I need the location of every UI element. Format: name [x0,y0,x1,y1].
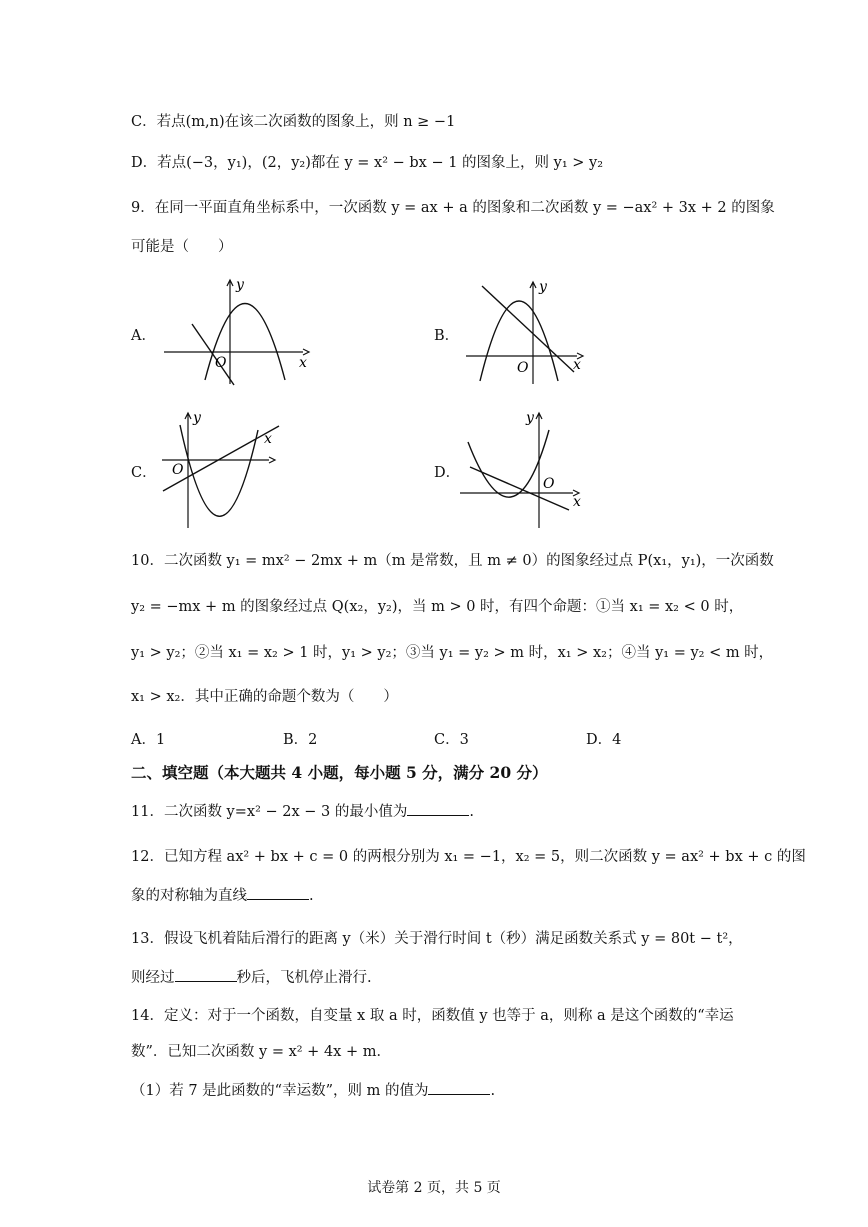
axis-x-label: x [573,357,581,373]
q13-text: 则经过 [131,970,175,986]
q13-answer-blank [175,967,237,982]
straight-line [192,324,234,385]
q9-graph-d [456,410,591,530]
q9-label-d: D． [434,465,461,481]
q9-graph-c [158,410,288,530]
origin-label: O [543,476,555,492]
q14-part1-end: . [490,1083,496,1099]
q9-graph-b [462,276,592,386]
q9-label-b: B． [434,328,460,344]
q12-stem-line1: 12．已知方程 ax² + bx + c = 0 的两根分别为 x₁ = −1，x₂ = 5，则二次函数 y = ax² + bx + c 的图 [131,849,806,865]
q10-stem-line2: y₂ = −mx + m 的图象经过点 Q(x₂，y₂)，当 m > 0 时，有四个命题：①当 x₁ = x₂ < 0 时， [131,599,744,615]
origin-label: O [215,355,227,371]
q11-text: 11．二次函数 y=x² − 2x − 3 的最小值为 [131,804,408,820]
axis-x-label: x [264,431,272,447]
q10-choice-b: B．2 [283,732,318,748]
straight-line [163,426,279,491]
axis-x-label: x [299,355,307,371]
q9-label-a: A． [131,328,156,344]
q9-graph-a [160,272,320,387]
q10-stem-line3: y₁ > y₂；②当 x₁ = x₂ > 1 时，y₁ > y₂；③当 y₁ = y₂ > m 时，x₁ > x₂；④当 y₁ = y₂ < m 时， [131,645,774,661]
q9-stem-line1: 9．在同一平面直角坐标系中，一次函数 y = ax + a 的图象和二次函数 y = −ax² + 3x + 2 的图象 [131,200,775,216]
q11-answer-blank [407,801,469,816]
q10-stem-line1: 10．二次函数 y₁ = mx² − 2mx + m（m 是常数，且 m ≠ 0）的图象经过点 P(x₁，y₁)，一次函数 [131,553,774,569]
parabola [468,430,549,497]
q9-label-c: C． [131,465,157,481]
q11 [131,801,474,823]
q13-line2 [131,967,372,989]
q12-line2 [131,885,314,907]
q14-part1-text: （1）若 7 是此函数的“幸运数”，则 m 的值为 [131,1083,429,1099]
q11-end: . [469,804,474,820]
q12-end: . [309,888,314,904]
q14-part1 [131,1080,495,1102]
q9-stem-line2: 可能是（ ） [131,239,233,255]
q10-choice-a: A．1 [131,732,166,748]
q13-end: 秒后，飞机停止滑行. [236,970,372,986]
q13-stem-line1: 13．假设飞机着陆后滑行的距离 y（米）关于滑行时间 t（秒）满足函数关系式 y = 80t − t²， [131,931,743,947]
axis-y-label: y [193,410,201,426]
origin-label: O [172,462,184,478]
q14-stem-line1: 14．定义：对于一个函数，自变量 x 取 a 时，函数值 y 也等于 a，则称 a 是这个函数的“幸运 [131,1008,734,1024]
axis-y-label: y [539,279,547,295]
section-heading-fill-in: 二、填空题（本大题共 4 小题，每小题 5 分，满分 20 分） [131,763,548,782]
q10-choice-d: D．4 [586,732,622,748]
parabola [180,425,258,516]
q12-answer-blank [247,885,309,900]
q10-stem-line4: x₁ > x₂．其中正确的命题个数为（ ） [131,689,398,705]
q14-stem-line2: 数”．已知二次函数 y = x² + 4x + m． [131,1044,391,1060]
q10-choice-c: C．3 [434,732,469,748]
q14-answer-blank [428,1080,490,1095]
q12-text: 象的对称轴为直线 [131,888,247,904]
x-arrow [269,457,275,463]
q8-option-d: D．若点(−3，y₁)，(2，y₂)都在 y = x² − bx − 1 的图象上，则 y₁ > y₂ [131,155,604,171]
page-footer: 试卷第 2 页，共 5 页 [367,1180,501,1196]
origin-label: O [517,360,529,376]
axis-y-label: y [526,410,534,426]
q8-option-c: C．若点(m,n)在该二次函数的图象上，则 n ≥ −1 [131,114,456,130]
axis-x-label: x [573,494,581,510]
axis-y-label: y [236,277,244,293]
